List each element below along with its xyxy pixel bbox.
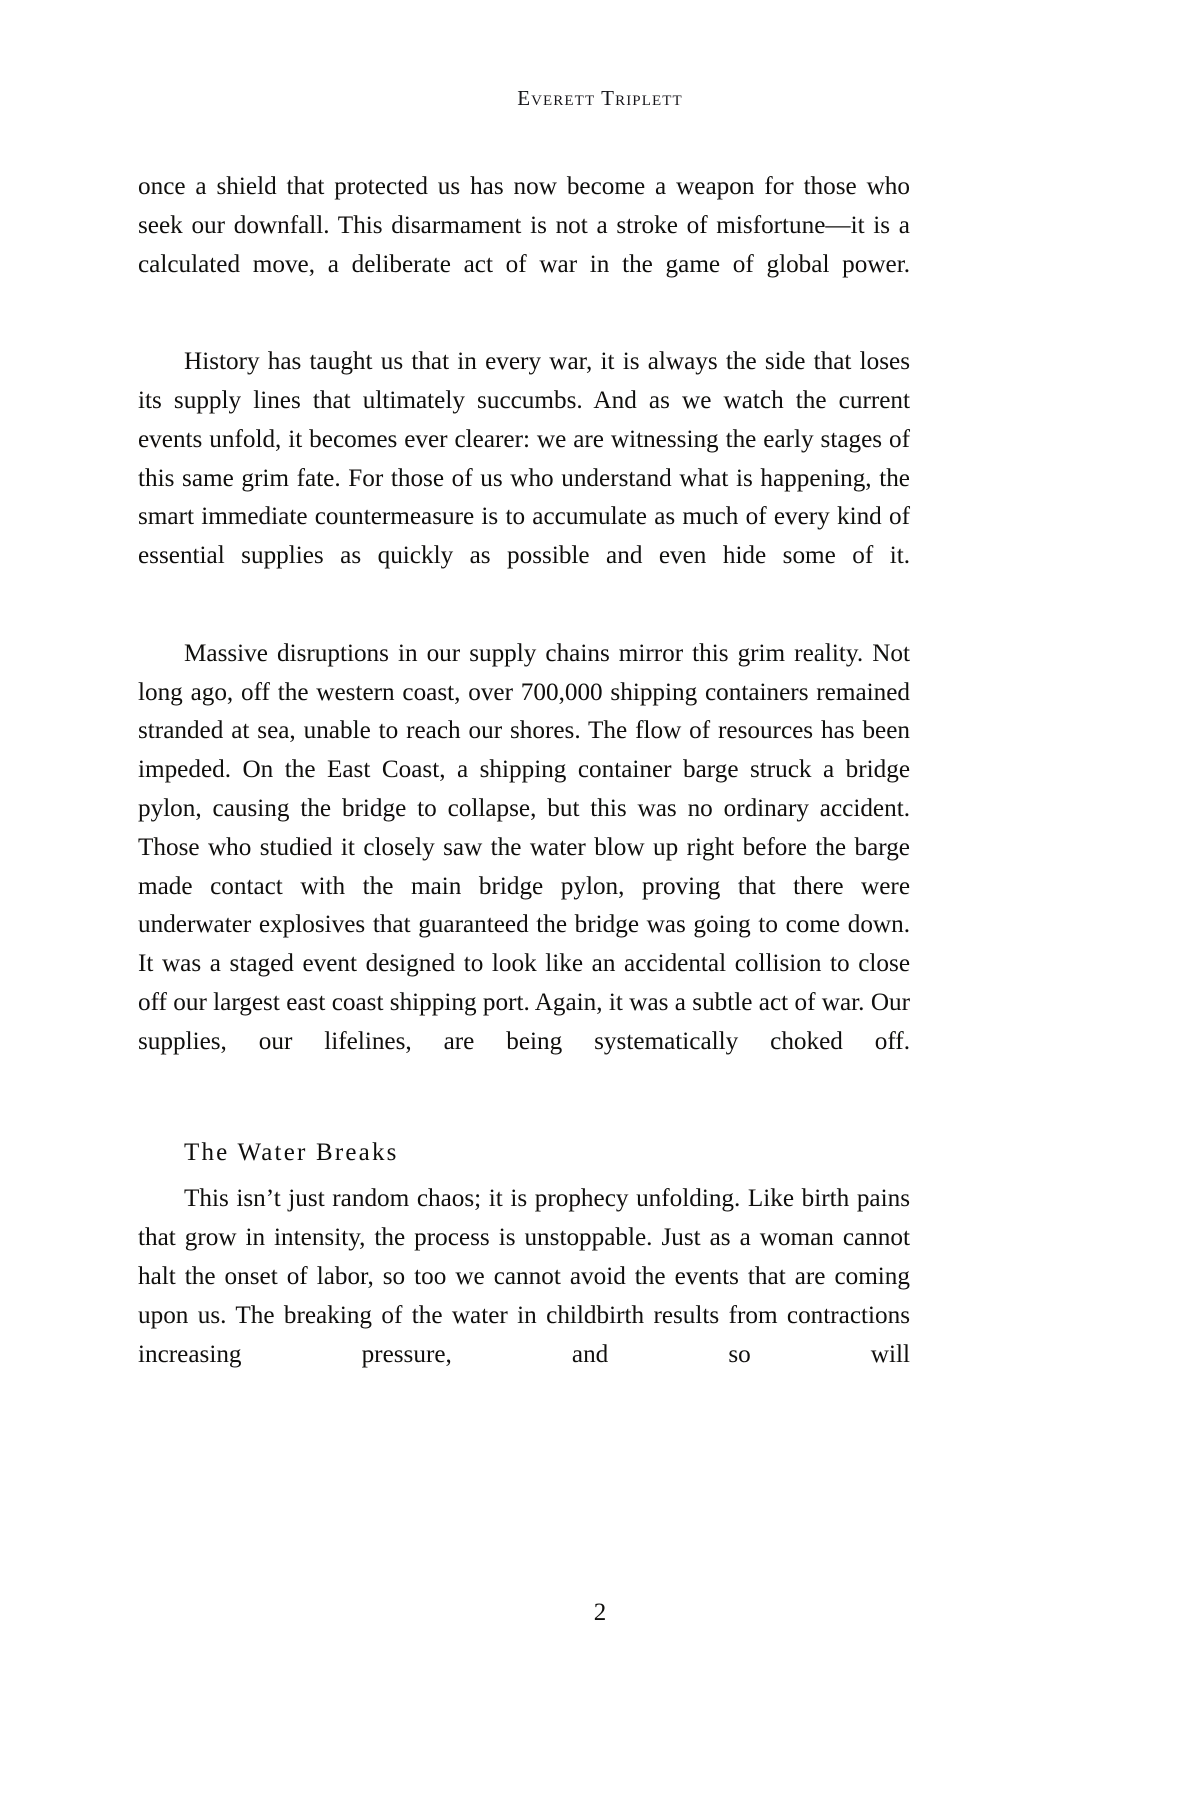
section-heading: The Water Breaks [184, 1139, 399, 1167]
running-head: Everett Triplett [517, 86, 683, 110]
text-block [138, 168, 910, 1413]
paragraph: Massive disruptions in our supply chains mirror this grim reality. Not long ago, off the western coast, over 700,000 shipping containers remained stranded at sea, unable to reach our shores. The flow of resources has been impeded. On the East Coast, a shipping container barge struck a bridge pylon, causing the bridge to collapse, but this was no ordinary accident. Those who studied it closely saw the water blow up right before the barge made contact with the main bridge pylon, proving that there were underwater explosives that guaranteed the bridge was going to come down. It was a staged event designed to look like an accidental collision to close off our largest east coast shipping port. Again, it was a subtle act of war. Our supplies, our lifelines, are being systematically choked off. [138, 639, 910, 1055]
paragraph: This isn’t just random chaos; it is prophecy unfolding. Like birth pains that grow in intensity, the process is unstoppable. Just as a woman cannot halt the onset of labor, so too we cannot avoid the events that are coming upon us. The breaking of the water in childbirth results from contractions increasing pressure, and so will [138, 1185, 910, 1368]
page-number: 2 [593, 1599, 607, 1626]
paragraph: History has taught us that in every war, it is always the side that loses its supply lines that ultimately succumbs. And as we watch the current events unfold, it becomes ever clearer: we are witnessing the early stages of this same grim fate. For those of us who understand what is happening, the smart immediate countermeasure is to accumulate as much of every kind of essential supplies as quickly as possible and even hide some of it. [138, 348, 910, 570]
paragraph: once a shield that protected us has now become a weapon for those who seek our downfall. This disarmament is not a stroke of misfortune—it is a calculated move, a deliberate act of war in the game of global power. [138, 173, 910, 278]
